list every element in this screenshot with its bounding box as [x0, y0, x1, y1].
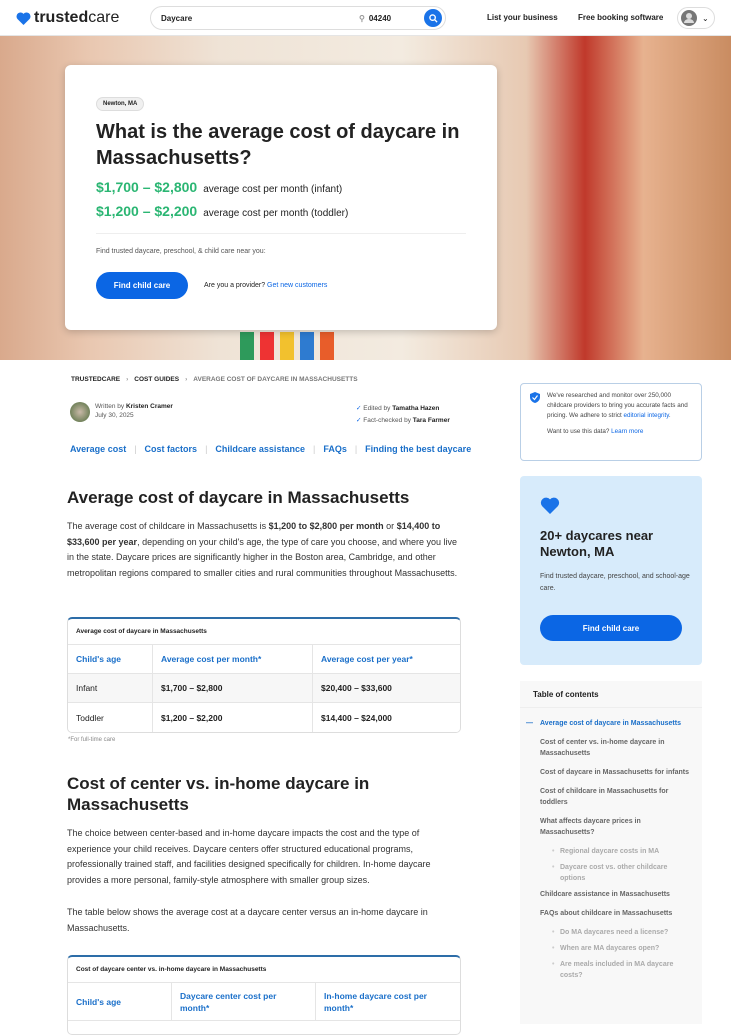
get-customers-link[interactable]: Get new customers [267, 282, 328, 289]
table-row [68, 703, 460, 732]
map-pin-icon: ⚲ [359, 13, 365, 23]
promo-find-child-care-button[interactable]: Find child care [540, 615, 682, 641]
review-info [356, 403, 450, 427]
toc-item[interactable]: Cost of center vs. in-home daycare in Massachusetts [540, 739, 665, 757]
price-label: average cost per month (infant) [203, 184, 343, 195]
provider-question: Are you a provider? [204, 282, 266, 289]
header-cell: In-home daycare cost per month* [324, 990, 427, 1013]
cell: Toddler [68, 703, 153, 732]
section-heading: Average cost of daycare in Massachusetts [67, 488, 410, 507]
breadcrumb-current: AVERAGE COST OF DAYCARE IN MASSACHUSETTS [193, 376, 358, 383]
publish-date: July 30, 2025 [95, 412, 134, 419]
toc-item[interactable]: Cost of daycare in Massachusetts for infants [540, 769, 689, 776]
table-note: *For full-time care [68, 737, 116, 743]
search-icon [429, 14, 438, 23]
header-cell: Child's age [68, 983, 172, 1020]
list-business-link[interactable]: List your business [487, 13, 558, 22]
user-avatar-icon [681, 10, 697, 26]
cell: $1,200 – $2,200 [161, 712, 223, 723]
toc-item[interactable]: FAQs about childcare in Massachusetts [540, 910, 673, 917]
chevron-down-icon: ⌄ [702, 13, 709, 23]
toc-item[interactable]: • Do MA daycares need a license? [540, 927, 690, 938]
table-row [68, 674, 460, 703]
table-header [68, 983, 460, 1021]
cost-table [67, 617, 461, 733]
price-range: $1,200 – $2,200 [96, 203, 198, 219]
tab-childcare-assistance[interactable]: Childcare assistance [215, 444, 305, 454]
toc-item[interactable]: What affects daycare prices in Massachusetts? [540, 818, 641, 836]
toc-item[interactable]: • When are MA daycares open? [540, 943, 690, 954]
table-caption: Average cost of daycare in Massachusetts [68, 619, 460, 645]
toc-item[interactable]: • Are meals included in MA daycare costs? [540, 959, 690, 981]
author-info [70, 402, 173, 422]
table-header [68, 645, 460, 674]
toc-item[interactable]: Childcare assistance in Massachusetts [540, 891, 670, 898]
editorial-integrity-link[interactable]: editorial integrity [623, 412, 669, 419]
tab-faqs[interactable]: FAQs [323, 444, 347, 454]
find-text: Find trusted daycare, preschool, & child care near you: [96, 248, 266, 255]
text: The average cost of childcare in Massachusetts is [67, 521, 269, 531]
data-question: Want to use this data? [547, 428, 610, 435]
hero-card [65, 65, 497, 330]
section-nav: Average cost | Cost factors | Childcare assistance | FAQs | Finding the best daycare [70, 444, 472, 454]
heart-icon [540, 497, 560, 514]
toc-item[interactable]: — Average cost of daycare in Massachusetts [540, 718, 690, 729]
logo-light: care [88, 9, 120, 26]
toddler-price [96, 203, 348, 219]
location-input[interactable] [359, 14, 391, 23]
breadcrumb-home[interactable]: TRUSTEDCARE [71, 376, 121, 383]
author-avatar [70, 402, 90, 422]
location-badge: Newton, MA [96, 97, 144, 111]
search-bar [150, 6, 446, 30]
section-heading: Cost of center vs. in-home daycare in Massachusetts [67, 774, 370, 814]
infant-price [96, 179, 342, 195]
text: or [383, 521, 397, 531]
account-menu[interactable] [677, 7, 715, 29]
learn-more-link[interactable]: Learn more [611, 428, 644, 435]
top-header [0, 0, 731, 36]
heart-logo-icon [16, 12, 31, 25]
check-icon: ✓ [356, 417, 362, 424]
search-input[interactable]: Daycare [161, 13, 193, 23]
table-of-contents [520, 681, 702, 1024]
trust-notice [520, 383, 702, 461]
divider [96, 233, 466, 234]
logo-bold: trusted [34, 9, 89, 26]
cell: Infant [68, 674, 153, 702]
cell: $14,400 – $24,000 [321, 712, 392, 723]
center-vs-home-table [67, 955, 461, 1035]
section-paragraph: The table below shows the average cost at a daycare center versus an in-home daycare in Massachusetts. [67, 907, 428, 933]
trust-text: We've researched and monitor over 250,000 childcare providers to bring you accurate facts and pricing. We adhere to strict [547, 392, 688, 419]
promo-text: Find trusted daycare, preschool, and school-age care. [540, 573, 690, 592]
written-by-label: Written by [95, 403, 125, 410]
breadcrumb-cost-guides[interactable]: COST GUIDES [134, 376, 180, 383]
header-cell: Daycare center cost per month* [172, 983, 316, 1020]
price-label: average cost per month (toddler) [203, 208, 349, 219]
text: , depending on your child's age, the type of care you choose, and where you live in the state. Daycare prices are significantly higher in the Boston area, Cambridge, and other metropolitan regions compared to smaller cities and rural communities throughout Massachusetts. [67, 536, 458, 578]
page-title: What is the average cost of daycare in Massachusetts? [96, 121, 460, 169]
logo[interactable] [16, 9, 119, 27]
location-value: 04240 [368, 13, 392, 23]
cell: $1,700 – $2,800 [161, 683, 223, 693]
fact-checked-label: Fact-checked by [363, 417, 411, 424]
toc-item[interactable]: Cost of childcare in Massachusetts for toddlers [540, 788, 669, 806]
search-button[interactable] [424, 9, 442, 27]
daycare-promo [520, 476, 702, 665]
shield-check-icon [530, 392, 540, 403]
text: . [668, 412, 671, 419]
section-paragraph [67, 519, 462, 581]
toc-title: Table of contents [520, 681, 702, 708]
booking-software-link[interactable]: Free booking software [578, 13, 664, 22]
section-paragraph: The choice between center-based and in-home daycare impacts the cost and the type of experience your child receives. Daycare centers offer structured educational programs, professionally trained staff, and facilities designed specifically for children. In-home daycare provides a more personal, family-style atmosphere with smaller group sizes. [67, 828, 431, 885]
checker-name[interactable]: Tara Farmer [412, 417, 450, 424]
header-cell: Average cost per month* [153, 645, 313, 673]
edited-by-label: Edited by [363, 405, 391, 412]
header-cell: Average cost per year* [321, 654, 413, 664]
tab-cost-factors[interactable]: Cost factors [144, 444, 198, 454]
toc-item[interactable]: • Regional daycare costs in MA [540, 846, 690, 857]
provider-prompt [204, 282, 327, 289]
promo-title: 20+ daycares near Newton, MA [540, 528, 654, 559]
breadcrumb: TRUSTEDCARE › COST GUIDES › AVERAGE COST OF DAYCARE IN MASSACHUSETTS [71, 376, 358, 383]
find-child-care-button[interactable]: Find child care [96, 272, 188, 299]
author-name[interactable]: Kristen Cramer [125, 403, 173, 410]
header-cell: Child's age [68, 645, 153, 673]
price-range: $1,700 – $2,800 [96, 179, 198, 195]
tab-average-cost[interactable]: Average cost [70, 444, 127, 454]
table-caption: Cost of daycare center vs. in-home daycare in Massachusetts [68, 957, 460, 983]
bold-text: $14,400 to $33,600 per year [67, 521, 441, 547]
bold-text: $1,200 to $2,800 per month [268, 521, 384, 531]
editor-name[interactable]: Tamatha Hazen [392, 405, 440, 412]
tab-finding-best-daycare[interactable]: Finding the best daycare [365, 444, 472, 454]
cell: $20,400 – $33,600 [321, 683, 392, 693]
toc-item[interactable]: • Daycare cost vs. other childcare options [540, 862, 690, 884]
check-icon: ✓ [356, 405, 362, 412]
toc-list [520, 708, 702, 981]
